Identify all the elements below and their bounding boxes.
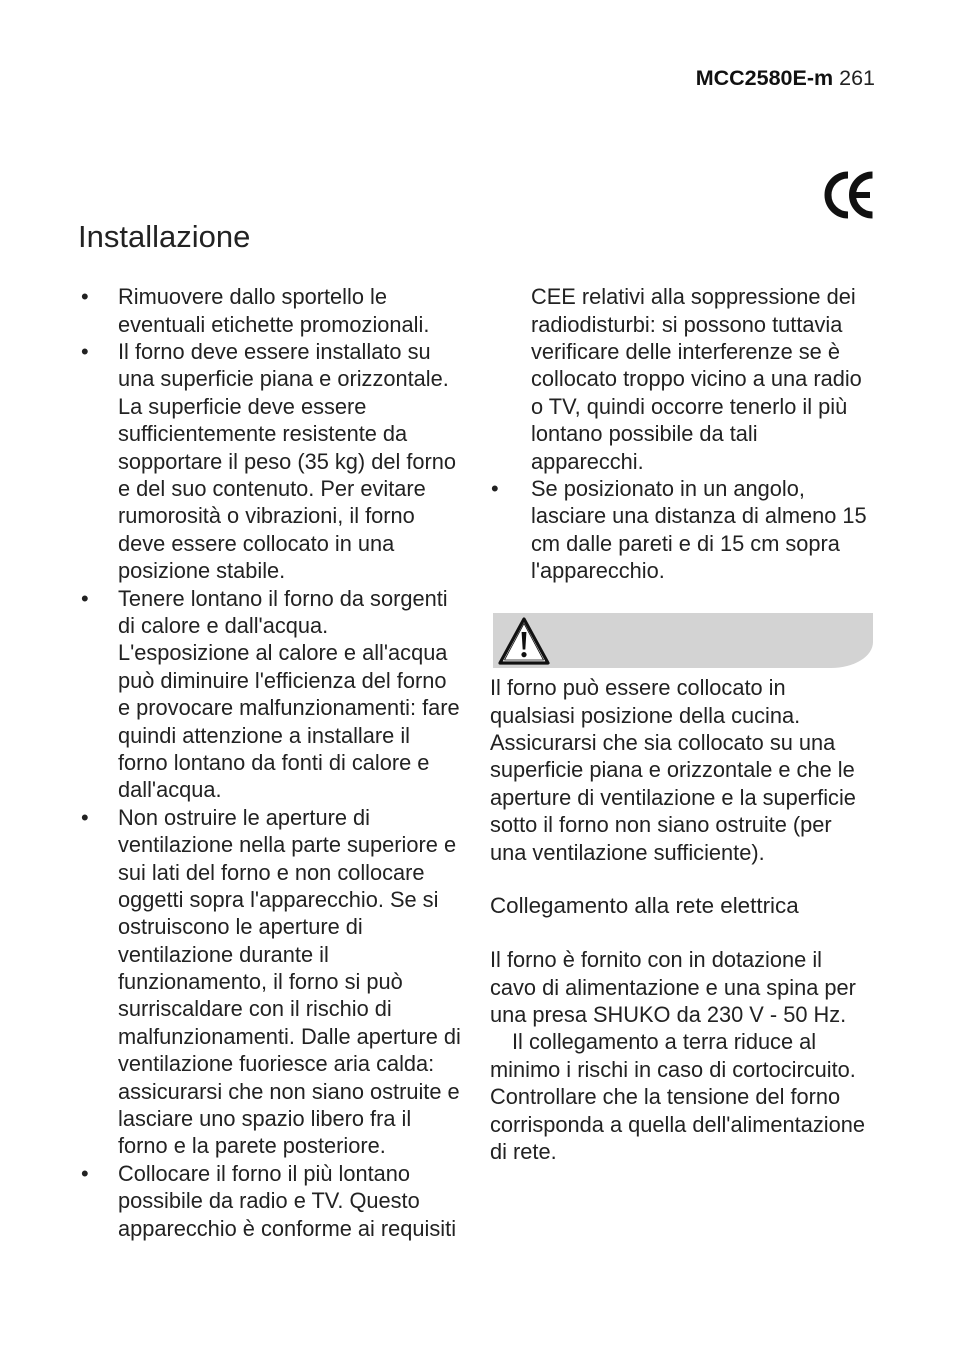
text-line: Il forno può essere collocato in <box>490 675 786 701</box>
text-line: superficie piana e orizzontale e che le <box>490 757 855 783</box>
bullet-item <box>78 804 478 1160</box>
text-line: possibile da radio e TV. Questo <box>118 1188 420 1214</box>
warning-paragraph <box>490 674 910 866</box>
bullet-item <box>78 585 478 804</box>
text-line: ventilazione fuoriesce aria calda: <box>118 1051 435 1077</box>
text-line: forno e la parete posteriore. <box>118 1133 386 1159</box>
text-line: ostruiscono le aperture di <box>118 914 363 940</box>
bullet-item <box>78 283 478 338</box>
ce-mark-icon <box>824 171 874 219</box>
text-line: lontano possibile da tali <box>531 421 758 447</box>
bullet-icon: • <box>81 1160 89 1186</box>
text-line: corrisponda a quella dell'alimentazione <box>490 1111 865 1137</box>
bullet-icon: • <box>81 284 89 310</box>
text-line: posizione stabile. <box>118 558 286 584</box>
bullet-continuation <box>531 283 890 475</box>
page-number: 261 <box>839 66 875 90</box>
text-line: dall'acqua. <box>118 777 222 803</box>
text-line: e del suo contenuto. Per evitare <box>118 476 426 502</box>
bullet-item <box>78 338 478 585</box>
model-code: MCC2580E-m <box>695 66 834 90</box>
text-line: una ventilazione sufficiente). <box>490 839 765 865</box>
text-line: radiodisturbi: si possono tuttavia <box>531 311 843 337</box>
warning-triangle-icon <box>497 616 551 667</box>
text-line: o TV, quindi occorre tenerlo il più <box>531 393 848 419</box>
bullet-icon: • <box>491 476 499 502</box>
text-line: L'esposizione al calore e all'acqua <box>118 640 448 666</box>
electrical-connection-paragraph <box>490 946 910 1165</box>
text-line: cm dalle pareti e di 15 cm sopra <box>531 530 840 556</box>
text-line: aperture di ventilazione e la superficie <box>490 784 856 810</box>
text-line: sopportare il peso (35 kg) del forno <box>118 448 457 474</box>
text-line: sufficientemente resistente da <box>118 421 408 447</box>
text-line: lasciare una distanza di almeno 15 <box>531 503 867 529</box>
text-line: CEE relativi alla soppressione dei <box>531 284 856 310</box>
text-line: di rete. <box>490 1139 557 1165</box>
bullet-icon: • <box>81 585 89 611</box>
text-line: verificare delle interferenze se è <box>531 339 840 365</box>
text-line: oggetti sopra l'apparecchio. Se si <box>118 886 439 912</box>
text-line: Il forno è fornito con in dotazione il <box>490 947 822 973</box>
text-line: La superficie deve essere <box>118 393 367 419</box>
text-line: Il forno deve essere installato su <box>118 339 431 365</box>
text-line: sui lati del forno e non collocare <box>118 859 425 885</box>
text-line: Rimuovere dallo sportello le <box>118 284 387 310</box>
text-line: Non ostruire le aperture di <box>118 804 371 830</box>
text-line: minimo i rischi in caso di cortocircuito. <box>490 1056 856 1082</box>
text-line: lasciare uno spazio libero fra il <box>118 1106 412 1132</box>
text-line: quindi attenzione a installare il <box>118 722 411 748</box>
bullet-icon: • <box>81 339 89 365</box>
text-line: ventilazione durante il <box>118 941 329 967</box>
text-line: eventuali etichette promozionali. <box>118 311 430 337</box>
text-line: collocato troppo vicino a una radio <box>531 366 862 392</box>
page-title: Installazione <box>78 219 251 254</box>
text-line: Se posizionato in un angolo, <box>531 476 805 502</box>
bullet-icon: • <box>81 804 89 830</box>
text-line: rumorosità o vibrazioni, il forno <box>118 503 415 529</box>
text-line: qualsiasi posizione della cucina. <box>490 702 801 728</box>
text-line: Tenere lontano il forno da sorgenti <box>118 585 448 611</box>
text-line: di calore e dall'acqua. <box>118 612 329 638</box>
text-line: ventilazione nella parte superiore e <box>118 832 457 858</box>
text-line: cavo di alimentazione e una spina per <box>490 974 856 1000</box>
text-line: una presa SHUKO da 230 V - 50 Hz. <box>490 1002 847 1028</box>
bullet-item <box>78 1160 478 1242</box>
text-line: assicurarsi che non siano ostruite e <box>118 1078 460 1104</box>
text-line: deve essere collocato in una <box>118 530 395 556</box>
text-line: apparecchio è conforme ai requisiti <box>118 1215 457 1241</box>
left-column <box>78 283 478 1242</box>
text-line: sotto il forno non siano ostruite (per <box>490 812 832 838</box>
text-line: apparecchi. <box>531 448 644 474</box>
page-header <box>696 65 875 91</box>
text-line: e provocare malfunzionamenti: fare <box>118 695 460 721</box>
bullet-item <box>490 475 890 585</box>
text-line: Collocare il forno il più lontano <box>118 1160 411 1186</box>
text-line: Assicurarsi che sia collocato su una <box>490 730 836 756</box>
section-heading: Collegamento alla rete elettrica <box>490 893 799 918</box>
text-line: surriscaldare con il rischio di <box>118 996 392 1022</box>
text-line: Il collegamento a terra riduce al <box>512 1029 817 1055</box>
text-line: funzionamento, il forno si può <box>118 969 403 995</box>
text-line: può diminuire l'efficienza del forno <box>118 667 447 693</box>
text-line: forno lontano da fonti di calore e <box>118 749 430 775</box>
right-column <box>490 283 890 584</box>
text-line: una superficie piana e orizzontale. <box>118 366 449 392</box>
text-line: Controllare che la tensione del forno <box>490 1084 841 1110</box>
text-line: l'apparecchio. <box>531 558 665 584</box>
text-line: malfunzionamenti. Dalle aperture di <box>118 1023 461 1049</box>
